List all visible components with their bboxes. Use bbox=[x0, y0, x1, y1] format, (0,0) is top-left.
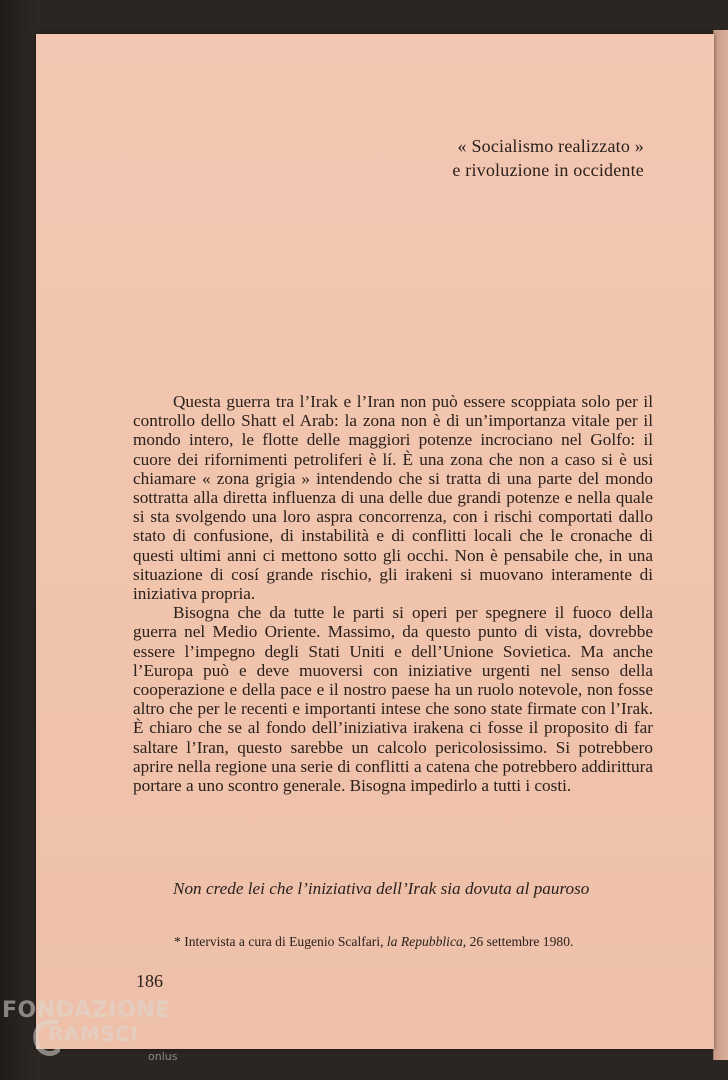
book-page bbox=[36, 34, 714, 1049]
footnote-prefix: * Intervista a cura di Eugenio Scalfari, bbox=[174, 934, 387, 949]
footnote-suffix: , 26 settembre 1980. bbox=[462, 934, 574, 949]
watermark-line-2: RAMSCI bbox=[48, 1022, 139, 1046]
adjacent-page-edge bbox=[713, 30, 728, 1060]
paragraph-1: Questa guerra tra l’Irak e l’Iran non può essere scoppiata solo per il controllo dello Shatt el Arab: la zona non è di un’importanza vitale per il mondo intero, le flotte delle maggiori potenze incrociano nel Golfo: il cuore dei rifornimenti petroliferi è lí. È una zona che non a caso si è usi chiamare « zona grigia » intendendo che si tratta di una parte del mondo sottratta alla diretta influenza di una delle due grandi potenze e nella quale si sta svolgendo una loro aspra concorrenza, con i rischi comportati dallo stato di confusione, di instabilità e di conflitti locali che le cronache di questi ultimi anni ci mettono sotto gli occhi. Non è pensabile che, in una situazione di cosí grande rischio, gli irakeni si muovano interamente di iniziativa propria. bbox=[133, 392, 653, 604]
paragraph-2: Bisogna che da tutte le parti si operi per spegnere il fuoco della guerra nel Medio Oriente. Massimo, da questo punto di vista, dovrebbe essere l’impegno degli Stati Uniti e dell’Unione Sovietica. Ma anche l’Europa può e deve muoversi con iniziative urgenti nel senso della cooperazione e della pace e il nostro paese ha un ruolo notevole, non fosse altro che per le recenti e importanti intese che sono state firmate con l’Irak. È chiaro che se al fondo dell’iniziativa irakena ci fosse il proposito di far saltare l’Iran, questo sarebbe un calcolo pericolosissimo. Si potrebbero aprire nella regione una serie di conflitti a catena che potrebbero addirittura portare a uno scontro generale. Bisogna impedirlo a tutti i costi. bbox=[133, 603, 653, 796]
scan-backdrop bbox=[0, 0, 40, 1080]
heading-line-2: e rivoluzione in occidente bbox=[452, 160, 644, 180]
fondazione-gramsci-watermark bbox=[2, 998, 182, 1068]
watermark-line-1: FONDAZIONE bbox=[2, 998, 171, 1023]
body-text bbox=[133, 392, 653, 795]
footnote bbox=[174, 934, 573, 950]
interview-question: Non crede lei che l’iniziativa dell’Irak sia dovuta al pauroso bbox=[173, 879, 590, 898]
page-number: 186 bbox=[136, 971, 163, 991]
section-heading bbox=[452, 134, 644, 182]
watermark-line-3: onlus bbox=[148, 1050, 178, 1063]
footnote-source: la Repubblica bbox=[386, 934, 463, 949]
heading-line-1: « Socialismo realizzato » bbox=[457, 136, 644, 156]
